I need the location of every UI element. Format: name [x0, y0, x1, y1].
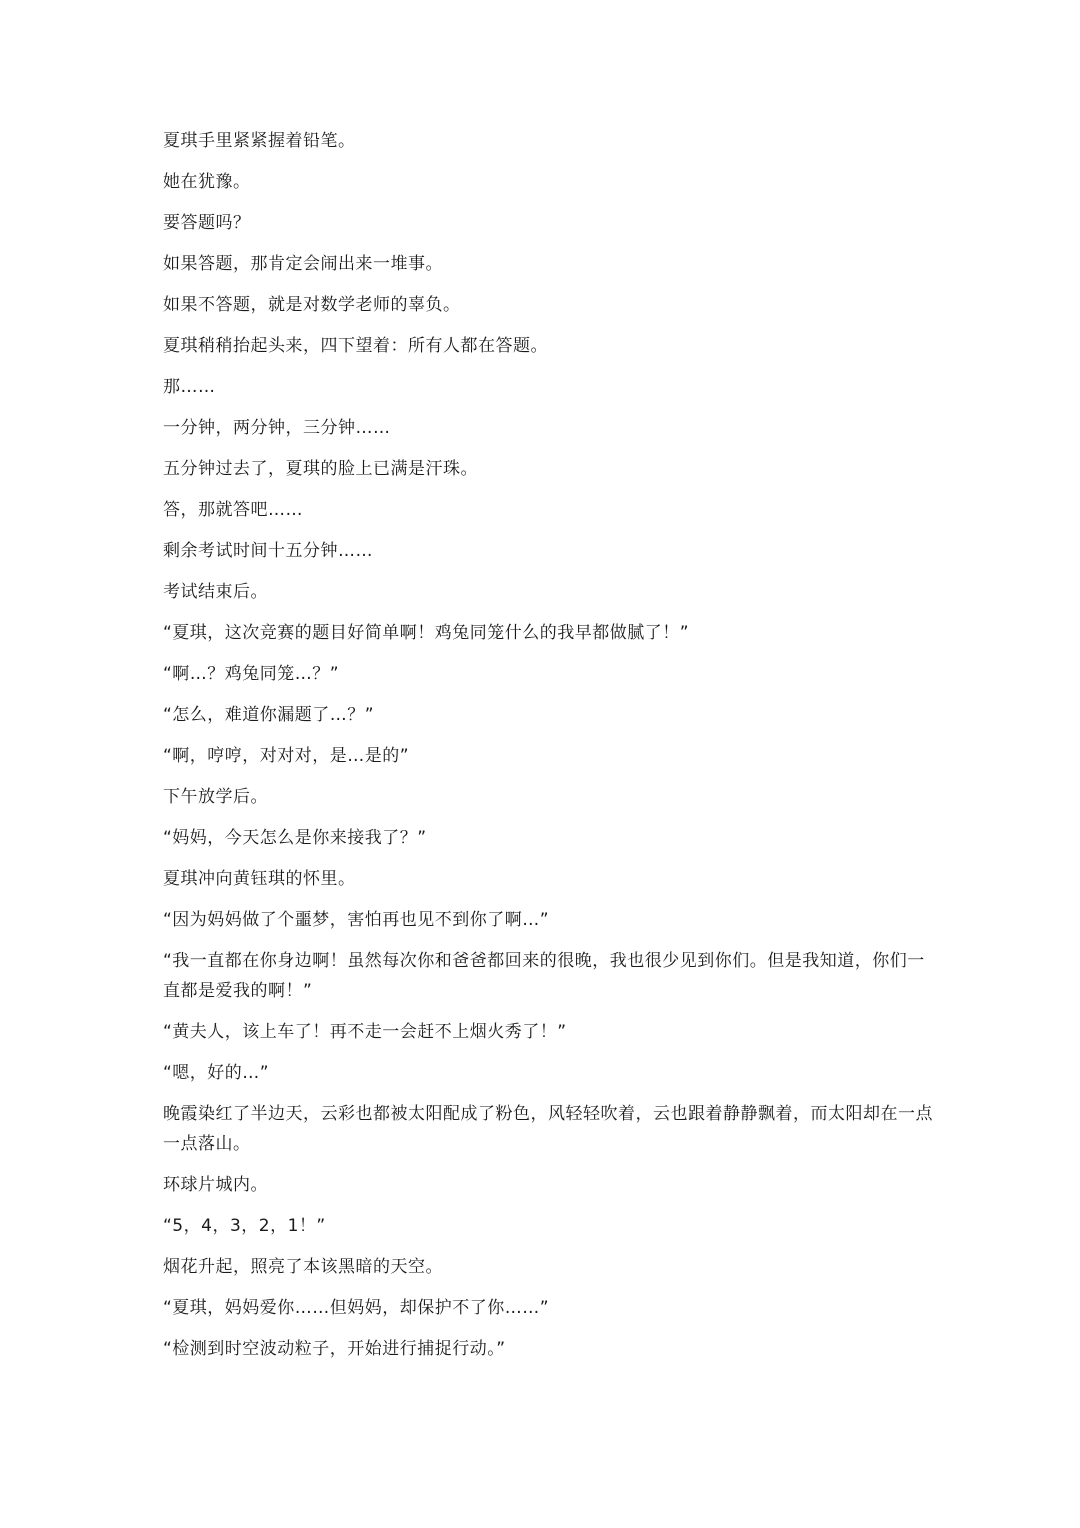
paragraph: 那……	[163, 377, 216, 397]
paragraph: “5，4，3，2，1！”	[163, 1216, 326, 1236]
paragraph: “夏琪，妈妈爱你……但妈妈，却保护不了你……”	[163, 1298, 550, 1318]
paragraph: 她在犹豫。	[163, 172, 251, 192]
paragraph: 夏琪冲向黄钰琪的怀里。	[163, 869, 356, 889]
paragraph: 剩余考试时间十五分钟……	[163, 541, 373, 561]
paragraph: “妈妈，今天怎么是你来接我了？”	[163, 828, 427, 848]
paragraph: “因为妈妈做了个噩梦，害怕再也见不到你了啊…”	[163, 910, 550, 930]
paragraph: “黄夫人，该上车了！再不走一会赶不上烟火秀了！”	[163, 1022, 567, 1042]
document-body	[163, 126, 933, 1375]
paragraph: “我一直都在你身边啊！虽然每次你和爸爸都回来的很晚，我也很少见到你们。但是我知道，你们一直都是爱我的啊！”	[163, 951, 925, 1001]
paragraph: 夏琪手里紧紧握着铅笔。	[163, 131, 356, 151]
paragraph: “夏琪，这次竞赛的题目好简单啊！鸡兔同笼什么的我早都做腻了！”	[163, 623, 690, 643]
paragraph: “啊…？鸡兔同笼…？”	[163, 664, 340, 684]
paragraph: “啊，哼哼，对对对，是…是的”	[163, 746, 410, 766]
paragraph: 如果答题，那肯定会闹出来一堆事。	[163, 254, 443, 274]
paragraph: 烟花升起，照亮了本该黑暗的天空。	[163, 1257, 443, 1277]
paragraph: 要答题吗？	[163, 213, 251, 233]
paragraph: 环球片城内。	[163, 1175, 268, 1195]
paragraph: 夏琪稍稍抬起头来，四下望着：所有人都在答题。	[163, 336, 548, 356]
paragraph: “嗯，好的…”	[163, 1063, 270, 1083]
paragraph: 如果不答题，就是对数学老师的辜负。	[163, 295, 461, 315]
paragraph: “检测到时空波动粒子，开始进行捕捉行动。”	[163, 1339, 506, 1359]
paragraph: “怎么，难道你漏题了…？”	[163, 705, 375, 725]
paragraph: 答，那就答吧……	[163, 500, 303, 520]
paragraph: 五分钟过去了，夏琪的脸上已满是汗珠。	[163, 459, 478, 479]
paragraph: 晚霞染红了半边天，云彩也都被太阳配成了粉色，风轻轻吹着，云也跟着静静飘着，而太阳却在一点一点落山。	[163, 1104, 933, 1154]
paragraph: 一分钟，两分钟，三分钟……	[163, 418, 391, 438]
paragraph: 下午放学后。	[163, 787, 268, 807]
paragraph: 考试结束后。	[163, 582, 268, 602]
